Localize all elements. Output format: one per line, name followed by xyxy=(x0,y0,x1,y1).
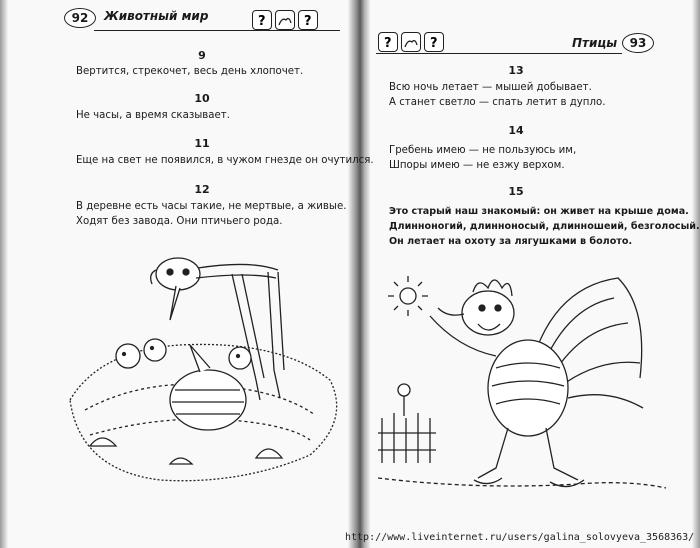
rooster-illustration xyxy=(378,268,668,523)
riddle-number: 13 xyxy=(508,64,524,77)
riddle-text: Всю ночь летает — мышей добывает. xyxy=(389,82,592,93)
riddle-text: Вертится, стрекочет, весь день хлопочет. xyxy=(76,66,304,77)
riddle-text: Это старый наш знакомый: он живет на крыше дома. xyxy=(389,206,689,217)
riddle-text: Ходят без завода. Они птичьего рода. xyxy=(76,216,283,227)
svg-text:?: ? xyxy=(430,36,438,51)
book-gutter xyxy=(348,0,370,548)
page-edge-right xyxy=(692,0,700,548)
right-section-title: Птицы xyxy=(572,36,618,50)
riddle-number: 12 xyxy=(194,183,210,196)
left-section-title: Животный мир xyxy=(104,9,209,23)
riddle-number: 15 xyxy=(508,185,524,198)
riddle-text: Шпоры имею — не езжу верхом. xyxy=(389,160,565,171)
page-edge-left xyxy=(0,0,8,548)
riddle-number: 9 xyxy=(198,49,206,62)
riddle-text: А станет светло — спать летит в дупло. xyxy=(389,97,606,108)
question-icon xyxy=(252,10,272,30)
riddle-text: В деревне есть часы такие, не мертвые, а живые. xyxy=(76,201,347,212)
left-header-icons xyxy=(252,10,318,30)
question-icon xyxy=(424,32,444,52)
riddle-text: Длинноногий, длинноносый, длинношеий, безголосый. xyxy=(389,221,700,232)
animal-icon xyxy=(275,10,295,30)
animal-icon xyxy=(401,32,421,52)
stork-nest-illustration xyxy=(60,250,350,520)
svg-text:?: ? xyxy=(384,36,392,51)
question-icon xyxy=(298,10,318,30)
right-header-rule xyxy=(376,53,622,54)
riddle-number: 11 xyxy=(194,137,210,150)
riddle-text: Он летает на охоту за лягушками в болото. xyxy=(389,236,633,247)
riddle-text: Гребень имею — не пользуюсь им, xyxy=(389,145,577,156)
svg-text:?: ? xyxy=(304,14,312,29)
right-header-icons xyxy=(378,32,444,52)
right-page-number: 93 xyxy=(622,33,654,53)
riddle-number: 10 xyxy=(194,92,210,105)
svg-text:?: ? xyxy=(258,14,266,29)
left-page-number: 92 xyxy=(64,8,96,28)
riddle-text: Не часы, а время сказывает. xyxy=(76,110,230,121)
riddle-number: 14 xyxy=(508,124,524,137)
riddle-text: Еще на свет не появился, в чужом гнезде он очутился. xyxy=(76,155,374,166)
question-icon xyxy=(378,32,398,52)
source-url: http://www.liveinternet.ru/users/galina_solovyeva_3568363/ xyxy=(345,532,695,543)
